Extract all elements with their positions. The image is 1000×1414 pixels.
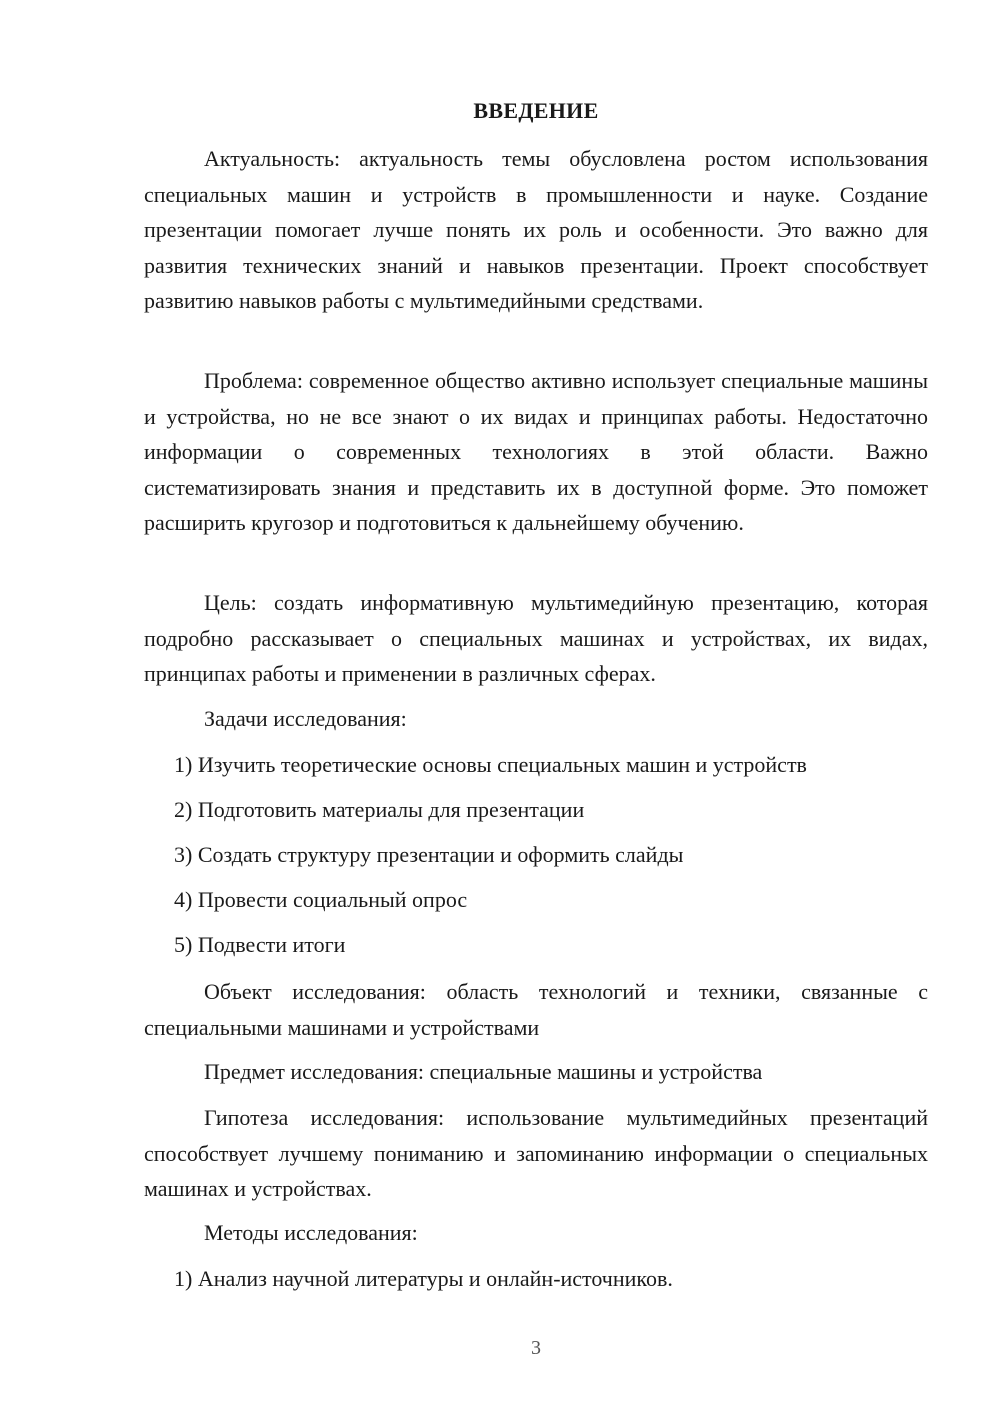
paragraph-object: Объект исследования: область технологий и техники, связанные с специальными машинами и устройствами bbox=[144, 979, 928, 1040]
task-item-4: 4) Провести социальный опрос bbox=[174, 887, 468, 912]
paragraph-hypothesis: Гипотеза исследования: использование мультимедийных презентаций способствует лучшему пониманию и запоминанию информации о специальных машинах и устройствах. bbox=[144, 1105, 928, 1201]
task-item-1: 1) Изучить теоретические основы специальных машин и устройств bbox=[174, 752, 807, 777]
paragraph-problem: Проблема: современное общество активно использует специальные машины и устройства, но не все знают о их видах и принципах работы. Недостаточно информации о современных технологиях в этой области. Важно систематизировать знания и представить их в доступной форме. Это поможет расширить кругозор и подготовиться к дальнейшему обучению. bbox=[144, 368, 928, 535]
section-title: ВВЕДЕНИЕ bbox=[473, 98, 599, 123]
paragraph-relevance: Актуальность: актуальность темы обусловлена ростом использования специальных машин и устройств в промышленности и науке. Создание презентации помогает лучше понять их роль и особенности. Это важно для развития технических знаний и навыков презентации. Проект способствует развитию навыков работы с мультимедийными средствами. bbox=[144, 146, 928, 313]
task-item-3: 3) Создать структуру презентации и оформить слайды bbox=[174, 842, 684, 867]
methods-heading: Методы исследования: bbox=[204, 1220, 418, 1245]
paragraph-goal: Цель: создать информативную мультимедийную презентацию, которая подробно рассказывает о специальных машинах и устройствах, их видах, принципах работы и применении в различных сферах. bbox=[144, 590, 928, 686]
task-item-5: 5) Подвести итоги bbox=[174, 932, 346, 957]
paragraph-subject: Предмет исследования: специальные машины и устройства bbox=[204, 1059, 763, 1084]
task-item-2: 2) Подготовить материалы для презентации bbox=[174, 797, 585, 822]
page-number: 3 bbox=[531, 1337, 541, 1359]
tasks-heading: Задачи исследования: bbox=[204, 706, 407, 731]
method-item-1: 1) Анализ научной литературы и онлайн-источников. bbox=[174, 1266, 673, 1291]
